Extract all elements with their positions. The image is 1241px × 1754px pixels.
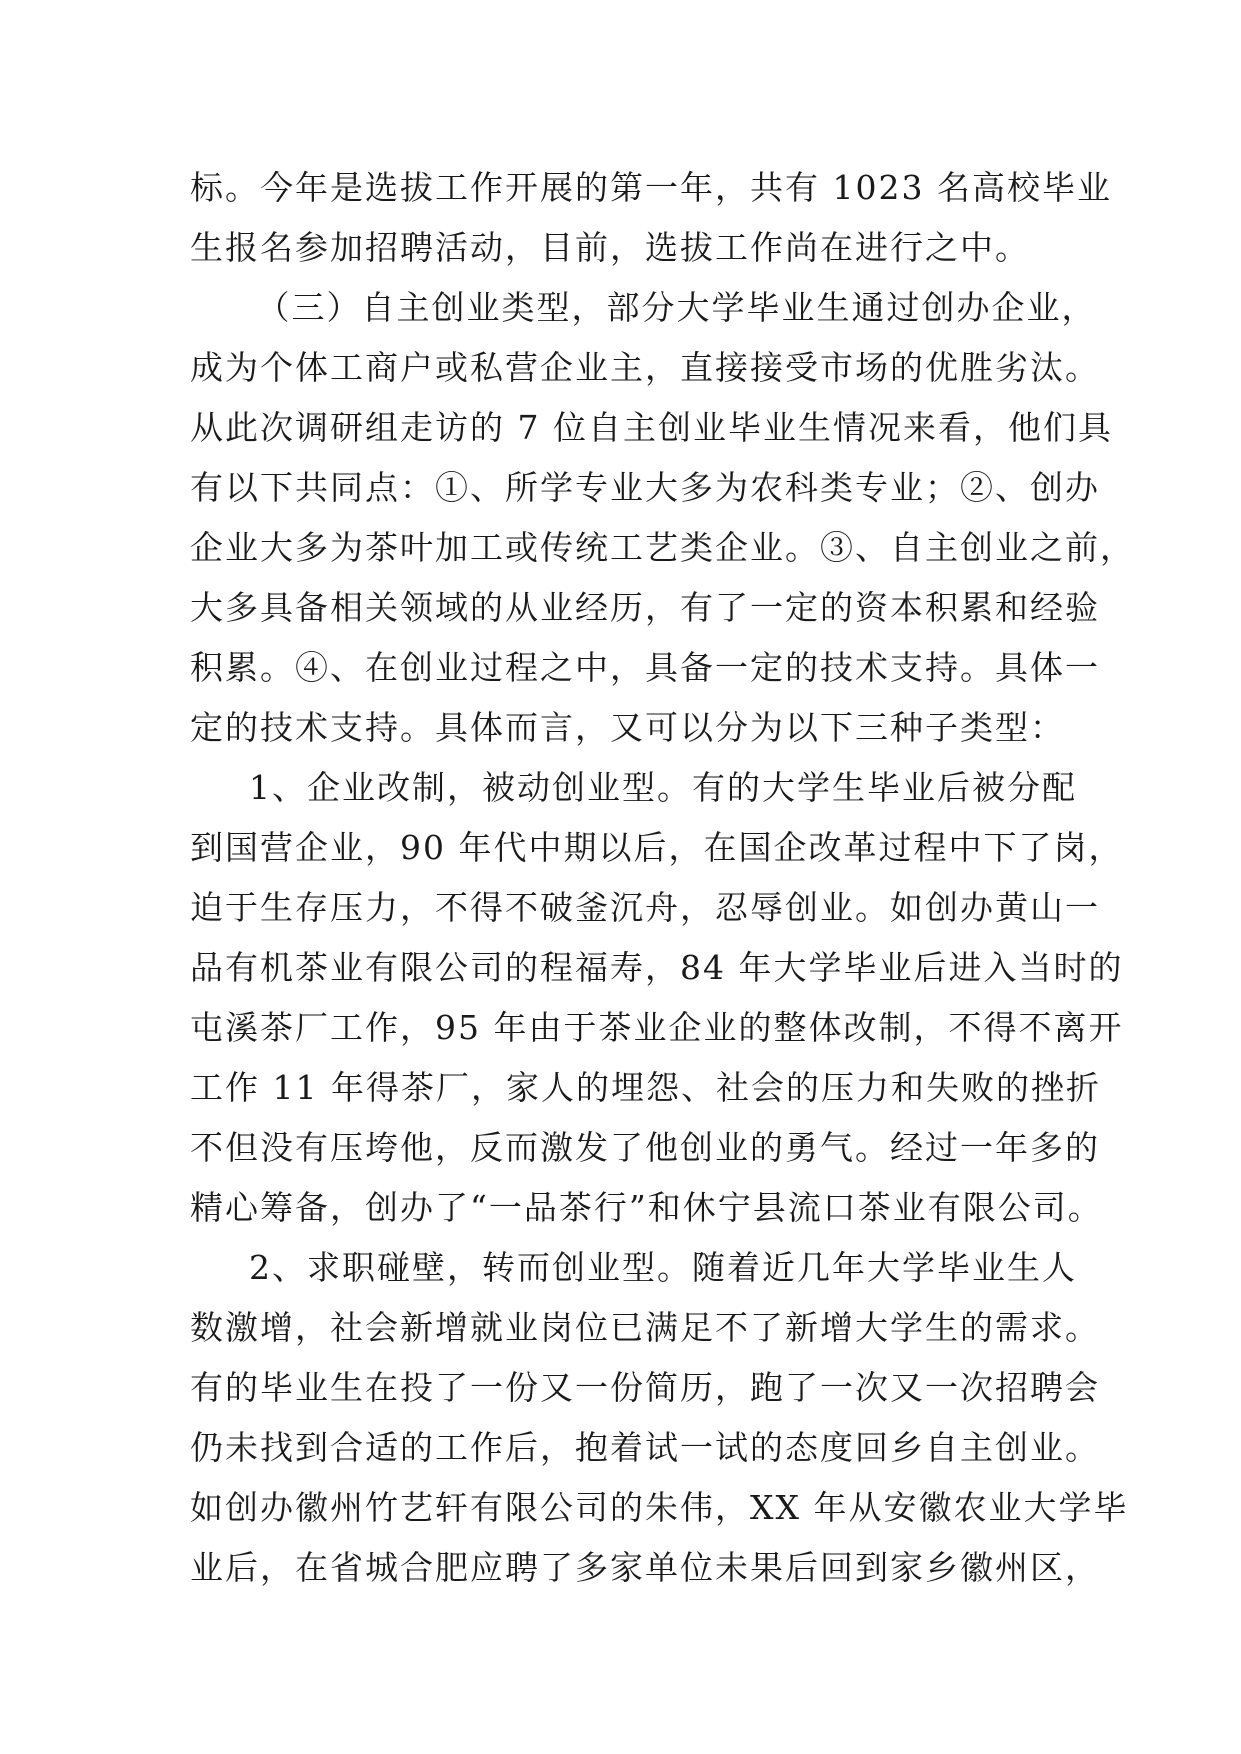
text-line: 数激增，社会新增就业岗位已满足不了新增大学生的需求。 xyxy=(190,1308,1100,1347)
text-line: 从此次调研组走访的 7 位自主创业毕业生情况来看，他们具 xyxy=(190,408,1113,447)
text-line: 有的毕业生在投了一份又一份简历，跑了一次又一次招聘会 xyxy=(190,1368,1100,1407)
text-line: 生报名参加招聘活动，目前，选拔工作尚在进行之中。 xyxy=(190,228,1030,267)
text-line: 迫于生存压力，不得不破釜沉舟，忍辱创业。如创办黄山一 xyxy=(190,888,1100,927)
text-line: 精心筹备，创办了“一品茶行”和休宁县流口茶业有限公司。 xyxy=(190,1188,1103,1227)
text-line: 到国营企业，90 年代中期以后，在国企改革过程中下了岗， xyxy=(190,828,1124,867)
text-line: 大多具备相关领域的从业经历，有了一定的资本积累和经验 xyxy=(190,588,1100,627)
text-line: 屯溪茶厂工作，95 年由于茶业企业的整体改制，不得不离开 xyxy=(190,1008,1124,1047)
text-line: 品有机茶业有限公司的程福寿，84 年大学毕业后进入当时的 xyxy=(190,948,1124,987)
text-line: 成为个体工商户或私营企业主，直接接受市场的优胜劣汰。 xyxy=(190,348,1100,387)
text-line: 标。今年是选拔工作开展的第一年，共有 1023 名高校毕业 xyxy=(190,168,1112,207)
text-line: 企业大多为茶叶加工或传统工艺类企业。③、自主创业之前， xyxy=(190,528,1135,567)
text-line: 不但没有压垮他，反而激发了他创业的勇气。经过一年多的 xyxy=(190,1128,1100,1167)
text-line: 积累。④、在创业过程之中，具备一定的技术支持。具体一 xyxy=(190,648,1100,687)
text-line: 定的技术支持。具体而言，又可以分为以下三种子类型： xyxy=(190,708,1065,747)
text-line: 有以下共同点：①、所学专业大多为农科类专业；②、创办 xyxy=(190,468,1100,507)
text-line: 工作 11 年得茶厂，家人的埋怨、社会的压力和失败的挫折 xyxy=(190,1068,1101,1107)
text-line: 1、企业改制，被动创业型。有的大学生毕业后被分配 xyxy=(214,768,1077,807)
body-text xyxy=(190,158,1135,1598)
text-line: 如创办徽州竹艺轩有限公司的朱伟，XX 年从安徽农业大学毕 xyxy=(190,1488,1129,1527)
text-line: 业后，在省城合肥应聘了多家单位未果后回到家乡徽州区， xyxy=(190,1548,1100,1587)
text-line: 仍未找到合适的工作后，抱着试一试的态度回乡自主创业。 xyxy=(190,1428,1100,1467)
text-line: （三）自主创业类型，部分大学毕业生通过创办企业， xyxy=(238,288,1097,327)
text-line: 2、求职碰壁，转而创业型。随着近几年大学毕业生人 xyxy=(214,1248,1077,1287)
